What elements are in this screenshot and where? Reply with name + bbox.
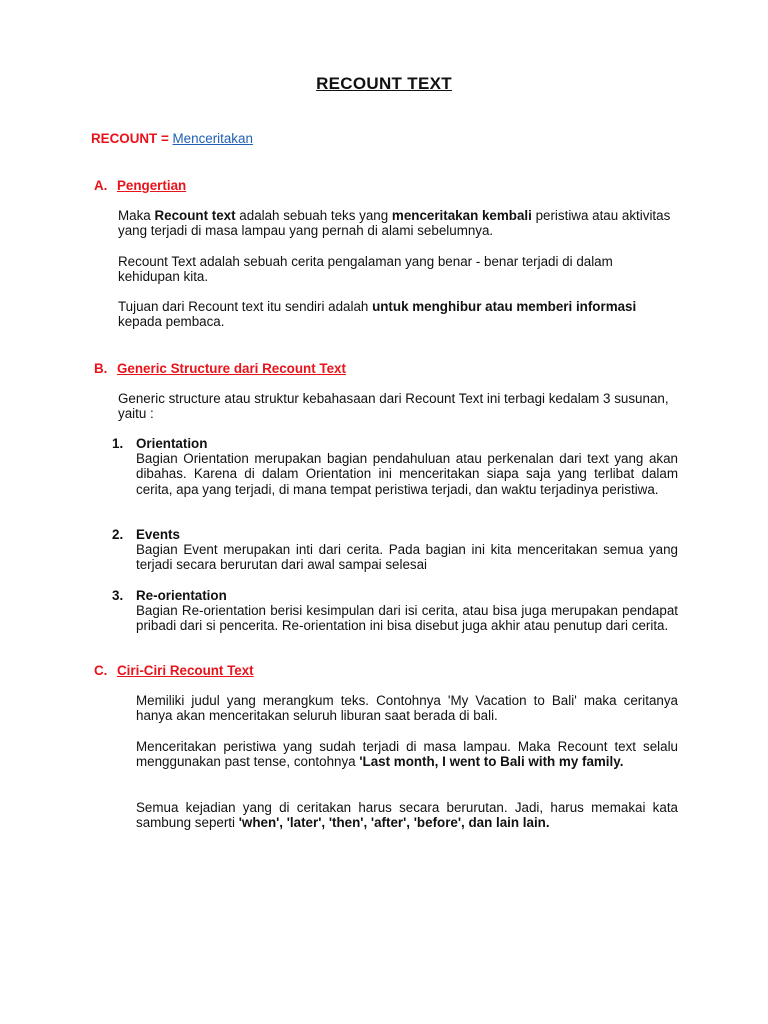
structure-item-3-heading: 3. Re-orientation	[112, 588, 227, 603]
structure-item-1-heading: 1. Orientation	[112, 436, 208, 451]
section-a-letter: A.	[94, 178, 108, 193]
structure-item-2-heading: 2. Events	[112, 527, 180, 542]
section-c-heading	[94, 663, 254, 678]
section-b-letter: B.	[94, 361, 108, 376]
section-b-heading	[94, 361, 346, 376]
section-a-paragraph-2: Recount Text adalah sebuah cerita pengalaman yang benar - benar terjadi di dalam kehidupan kita.	[118, 254, 613, 285]
recount-definition	[91, 131, 253, 146]
equals-sign: =	[160, 131, 169, 146]
section-b-intro: Generic structure atau struktur kebahasaan dari Recount Text ini terbagi kedalam 3 susunan, yaitu :	[118, 391, 669, 422]
section-a-title: Pengertian	[117, 178, 187, 193]
document-title: RECOUNT TEXT	[316, 74, 452, 93]
section-c-paragraph-1: Memiliki judul yang merangkum teks. Contohnya 'My Vacation to Bali' maka ceritanya hanya akan menceritakan seluruh liburan saat berada di bali.	[136, 693, 678, 724]
section-a-heading	[94, 178, 186, 193]
section-c-letter: C.	[94, 663, 108, 678]
section-a-paragraph-1: Maka Recount text adalah sebuah teks yang menceritakan kembali peristiwa atau aktivitas yang terjadi di masa lampau yang pernah di alami sebelumnya.	[118, 208, 671, 239]
section-c-paragraph-3: Semua kejadian yang di ceritakan harus secara berurutan. Jadi, harus memakai kata sambung seperti 'when', 'later', 'then', 'after', 'before', dan lain lain.	[136, 800, 678, 831]
section-c-paragraph-2: Menceritakan peristiwa yang sudah terjadi di masa lampau. Maka Recount text selalu menggunakan past tense, contohnya 'Last month, I went to Bali with my family.	[136, 739, 678, 770]
structure-item-3-text: Bagian Re-orientation berisi kesimpulan dari isi cerita, atau bisa juga merupakan pendapat pribadi dari si pencerita. Re-orientation ini bisa disebut juga akhir atau penutup dari cerita.	[136, 603, 678, 634]
structure-item-2-text: Bagian Event merupakan inti dari cerita. Pada bagian ini kita menceritakan semua yang terjadi secara berurutan dari awal sampai selesai	[136, 542, 678, 573]
section-b-title: Generic Structure dari Recount Text	[117, 361, 346, 376]
structure-item-1-text: Bagian Orientation merupakan bagian pendahuluan atau perkenalan dari text yang akan dibahas. Karena di dalam Orientation ini menceritakan siapa saja yang terlibat dalam cerita, apa yang terjadi, di mana tempat peristiwa terjadi, dan waktu terjadinya peristiwa.	[136, 451, 678, 497]
recount-meaning-link[interactable]: Menceritakan	[172, 131, 253, 146]
section-c-title: Ciri-Ciri Recount Text	[117, 663, 254, 678]
recount-label: RECOUNT	[91, 131, 158, 146]
section-a-paragraph-3: Tujuan dari Recount text itu sendiri adalah untuk menghibur atau memberi informasi kepada pembaca.	[118, 299, 637, 330]
